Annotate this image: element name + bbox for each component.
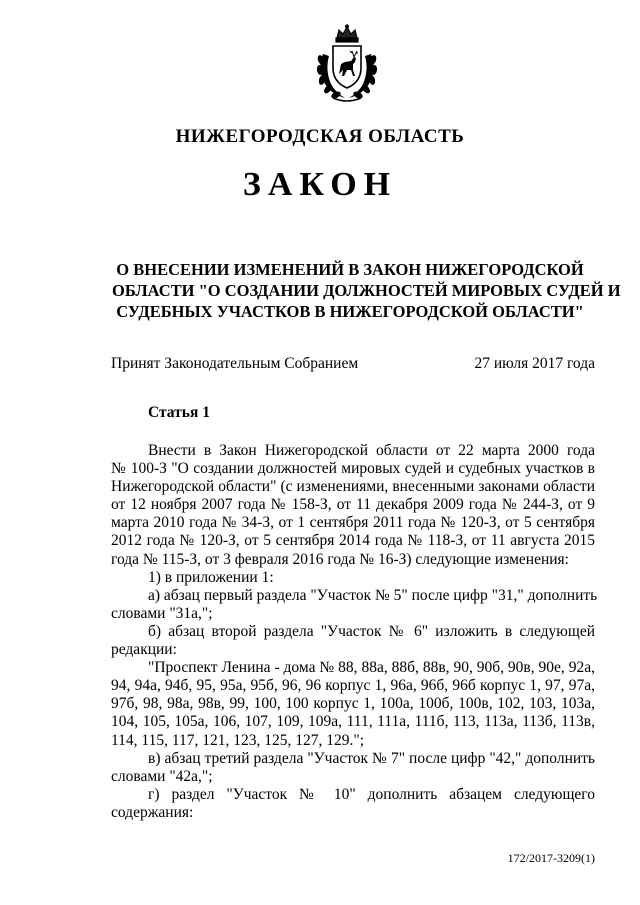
body-line: словами "31а,"; (111, 604, 213, 622)
body-line: 1) в приложении 1: (148, 568, 274, 586)
body-line: Внести в Закон Нижегородской области от 22 марта 2000 года (148, 442, 595, 459)
body-line: года № 115-З, от 3 февраля 2016 года № 16-З) следующие изменения: (111, 550, 569, 568)
body-line: б) абзац второй раздела "Участок № 6" изложить в следующей (148, 622, 595, 640)
body-line: Нижегородской области" (с изменениями, внесенными законами области (111, 478, 595, 496)
body-line: редакции: (111, 641, 177, 659)
document-number: 172/2017-3209(1) (507, 851, 595, 865)
body-line: 97б, 98, 98а, 98в, 99, 100, 100 корпус 1, 100а, 100б, 100в, 102, 103, 103а, (111, 695, 595, 713)
document-type-heading: ЗАКОН (242, 166, 398, 203)
body-line: содержания: (111, 803, 194, 821)
law-title (112, 259, 621, 322)
article-body (111, 442, 598, 822)
adoption-text: Принят Законодательным Собранием (111, 355, 359, 372)
adoption-date: 27 июля 2017 года (474, 355, 595, 372)
body-line: от 12 ноября 2007 года № 158-З, от 11 декабря 2009 года № 244-З, от 9 (111, 496, 595, 514)
law-title-line: СУДЕБНЫХ УЧАСТКОВ В НИЖЕГОРОДСКОЙ ОБЛАСТИ" (116, 302, 584, 321)
body-line: 2012 года № 120-З, от 5 сентября 2014 года № 118-З, от 11 августа 2015 (111, 532, 595, 550)
coat-of-arms-icon (311, 24, 383, 104)
body-line: 94, 94а, 94б, 95, 95а, 95б, 96, 96 корпус 1, 96а, 96б, 96б корпус 1, 97, 97а, (111, 677, 595, 695)
law-title-line: ОБЛАСТИ "О СОЗДАНИИ ДОЛЖНОСТЕЙ МИРОВЫХ СУДЕЙ И (112, 281, 621, 300)
body-line: словами "42а,"; (111, 767, 213, 785)
body-line: в) абзац третий раздела "Участок № 7" после цифр "42," дополнить (148, 749, 595, 767)
region-heading: НИЖЕГОРОДСКАЯ ОБЛАСТЬ (175, 126, 465, 147)
law-title-line: О ВНЕСЕНИИ ИЗМЕНЕНИЙ В ЗАКОН НИЖЕГОРОДСКОЙ (116, 260, 584, 279)
body-line: 114, 115, 117, 121, 123, 125, 127, 129."; (111, 731, 365, 749)
body-line: г) раздел "Участок № 10" дополнить абзацем следующего (148, 785, 595, 803)
body-line: "Проспект Ленина - дома № 88, 88а, 88б, 88в, 90, 90б, 90в, 90е, 92а, (148, 659, 595, 677)
body-line: марта 2010 года № 34-З, от 1 сентября 2011 года № 120-З, от 5 сентября (111, 514, 595, 532)
body-line: 104, 105, 105а, 106, 107, 109, 109а, 111, 111а, 111б, 113, 113а, 113б, 113в, (111, 713, 595, 731)
body-line: а) абзац первый раздела "Участок № 5" после цифр "31," дополнить (148, 586, 598, 604)
article-heading: Статья 1 (148, 404, 210, 421)
body-line: № 100-З "О создании должностей мировых судей и судебных участков в (111, 460, 595, 478)
